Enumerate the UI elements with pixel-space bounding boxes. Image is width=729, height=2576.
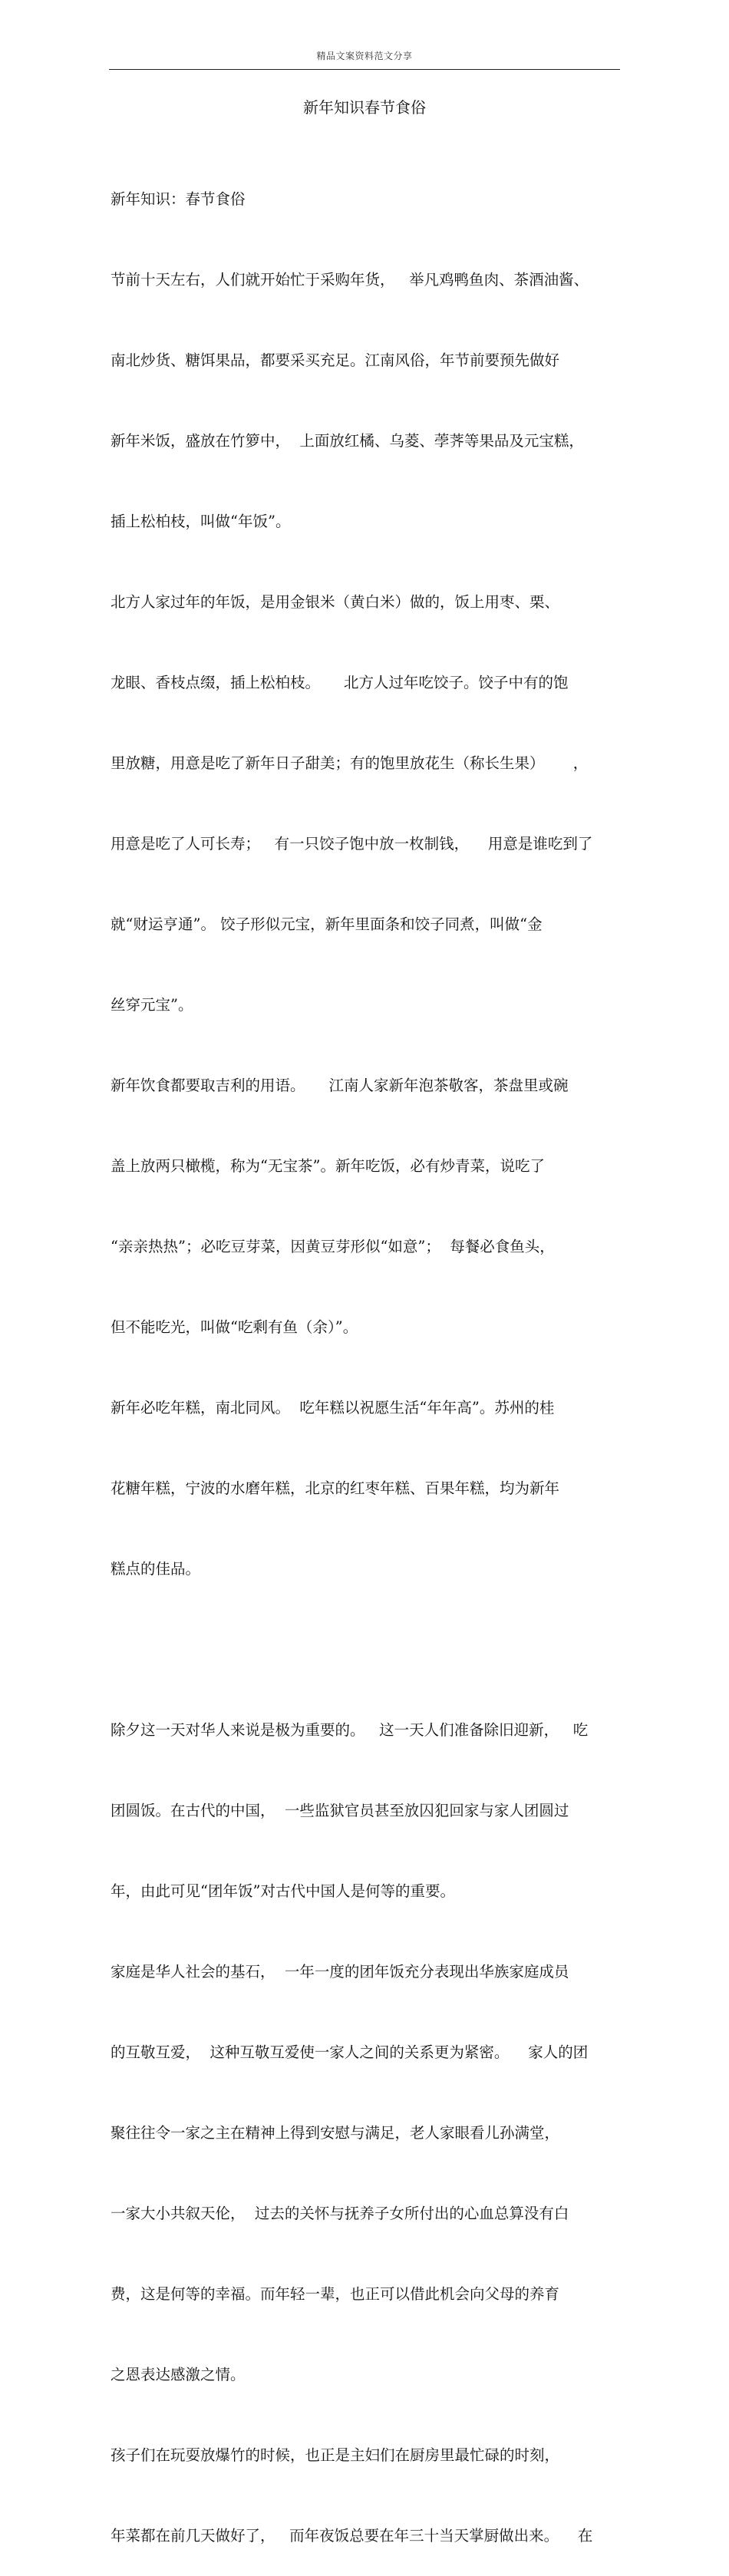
body-line: 花糖年糕，宁波的水磨年糕，北京的红枣年糕、百果年糕，均为新年 [111,1479,560,1497]
body-line: 除夕这一天对华人来说是极为重要的。 这一天人们准备除旧迎新， 吃 [111,1721,589,1739]
body-line: 就“财运亨通”。 饺子形似元宝，新年里面条和饺子同煮，叫做“金 [111,915,543,933]
body-line: 但不能吃光，叫做“吃剩有鱼（余）”。 [111,1318,358,1336]
document-title: 新年知识春节食俗 [303,98,426,117]
page-header: 精品文案资料范文分享 [316,51,413,61]
body-line: 丝穿元宝”。 [111,996,193,1014]
body-line: 用意是吃了人可长寿； 有一只饺子饱中放一枚制钱， 用意是谁吃到了 [111,835,593,853]
header-divider [109,69,620,70]
body-line: 家庭是华人社会的基石， 一年一度的团年饭充分表现出华族家庭成员 [111,1963,569,1981]
body-line: 糕点的佳品。 [111,1560,201,1578]
body-line: 年菜都在前几天做好了， 而年夜饭总要在年三十当天掌厨做出来。 在 [111,2527,593,2545]
blank-line [111,1636,625,1663]
document-body [111,132,625,2576]
body-line: 盖上放两只橄榄，称为“无宝茶”。新年吃饭，必有炒青菜，说吃了 [111,1157,545,1175]
body-line: 北方人家过年的年饭，是用金银米（黄白米）做的，饭上用枣、栗、 [111,593,560,611]
body-line: 南北炒货、糖饵果品，都要采买充足。江南风俗，年节前要预先做好 [111,351,560,369]
body-line: 聚往往令一家之主在精神上得到安慰与满足，老人家眼看儿孙满堂， [111,2124,560,2142]
body-line: 之恩表达感激之情。 [111,2366,246,2383]
body-line: 插上松柏枝，叫做“年饭”。 [111,513,291,530]
body-line: 龙眼、香枝点缀，插上松柏枝。 北方人过年吃饺子。饺子中有的饱 [111,674,569,691]
body-line: 孩子们在玩耍放爆竹的时候，也正是主妇们在厨房里最忙碌的时刻， [111,2446,560,2464]
body-line: 一家大小共叙天伦， 过去的关怀与抚养子女所付出的心血总算没有白 [111,2205,569,2222]
body-line: 新年饮食都要取吉利的用语。 江南人家新年泡茶敬客，茶盘里或碗 [111,1077,569,1094]
body-line: 节前十天左右，人们就开始忙于采购年货， 举凡鸡鸭鱼肉、茶酒油酱、 [111,271,589,289]
body-line: 团圆饭。在古代的中国， 一些监狱官员甚至放囚犯回家与家人团圆过 [111,1802,569,1819]
body-line: 的互敬互爱， 这种互敬互爱使一家人之间的关系更为紧密。 家人的团 [111,2043,589,2061]
body-line: 新年知识：春节食俗 [111,190,246,208]
body-line: 费，这是何等的幸福。而年轻一辈，也正可以借此机会向父母的养育 [111,2285,560,2303]
body-line: 年，由此可见“团年饭”对古代中国人是何等的重要。 [111,1882,455,1900]
body-line: 新年米饭，盛放在竹箩中， 上面放红橘、乌菱、荸荠等果品及元宝糕， [111,432,584,450]
body-line: “亲亲热热”；必吃豆芽菜，因黄豆芽形似“如意”； 每餐必食鱼头， [111,1238,555,1255]
body-line: 新年必吃年糕，南北同风。 吃年糕以祝愿生活“年年高”。苏州的桂 [111,1399,555,1417]
body-line: 里放糖，用意是吃了新年日子甜美；有的饱里放花生（称长生果） ， [111,754,589,772]
